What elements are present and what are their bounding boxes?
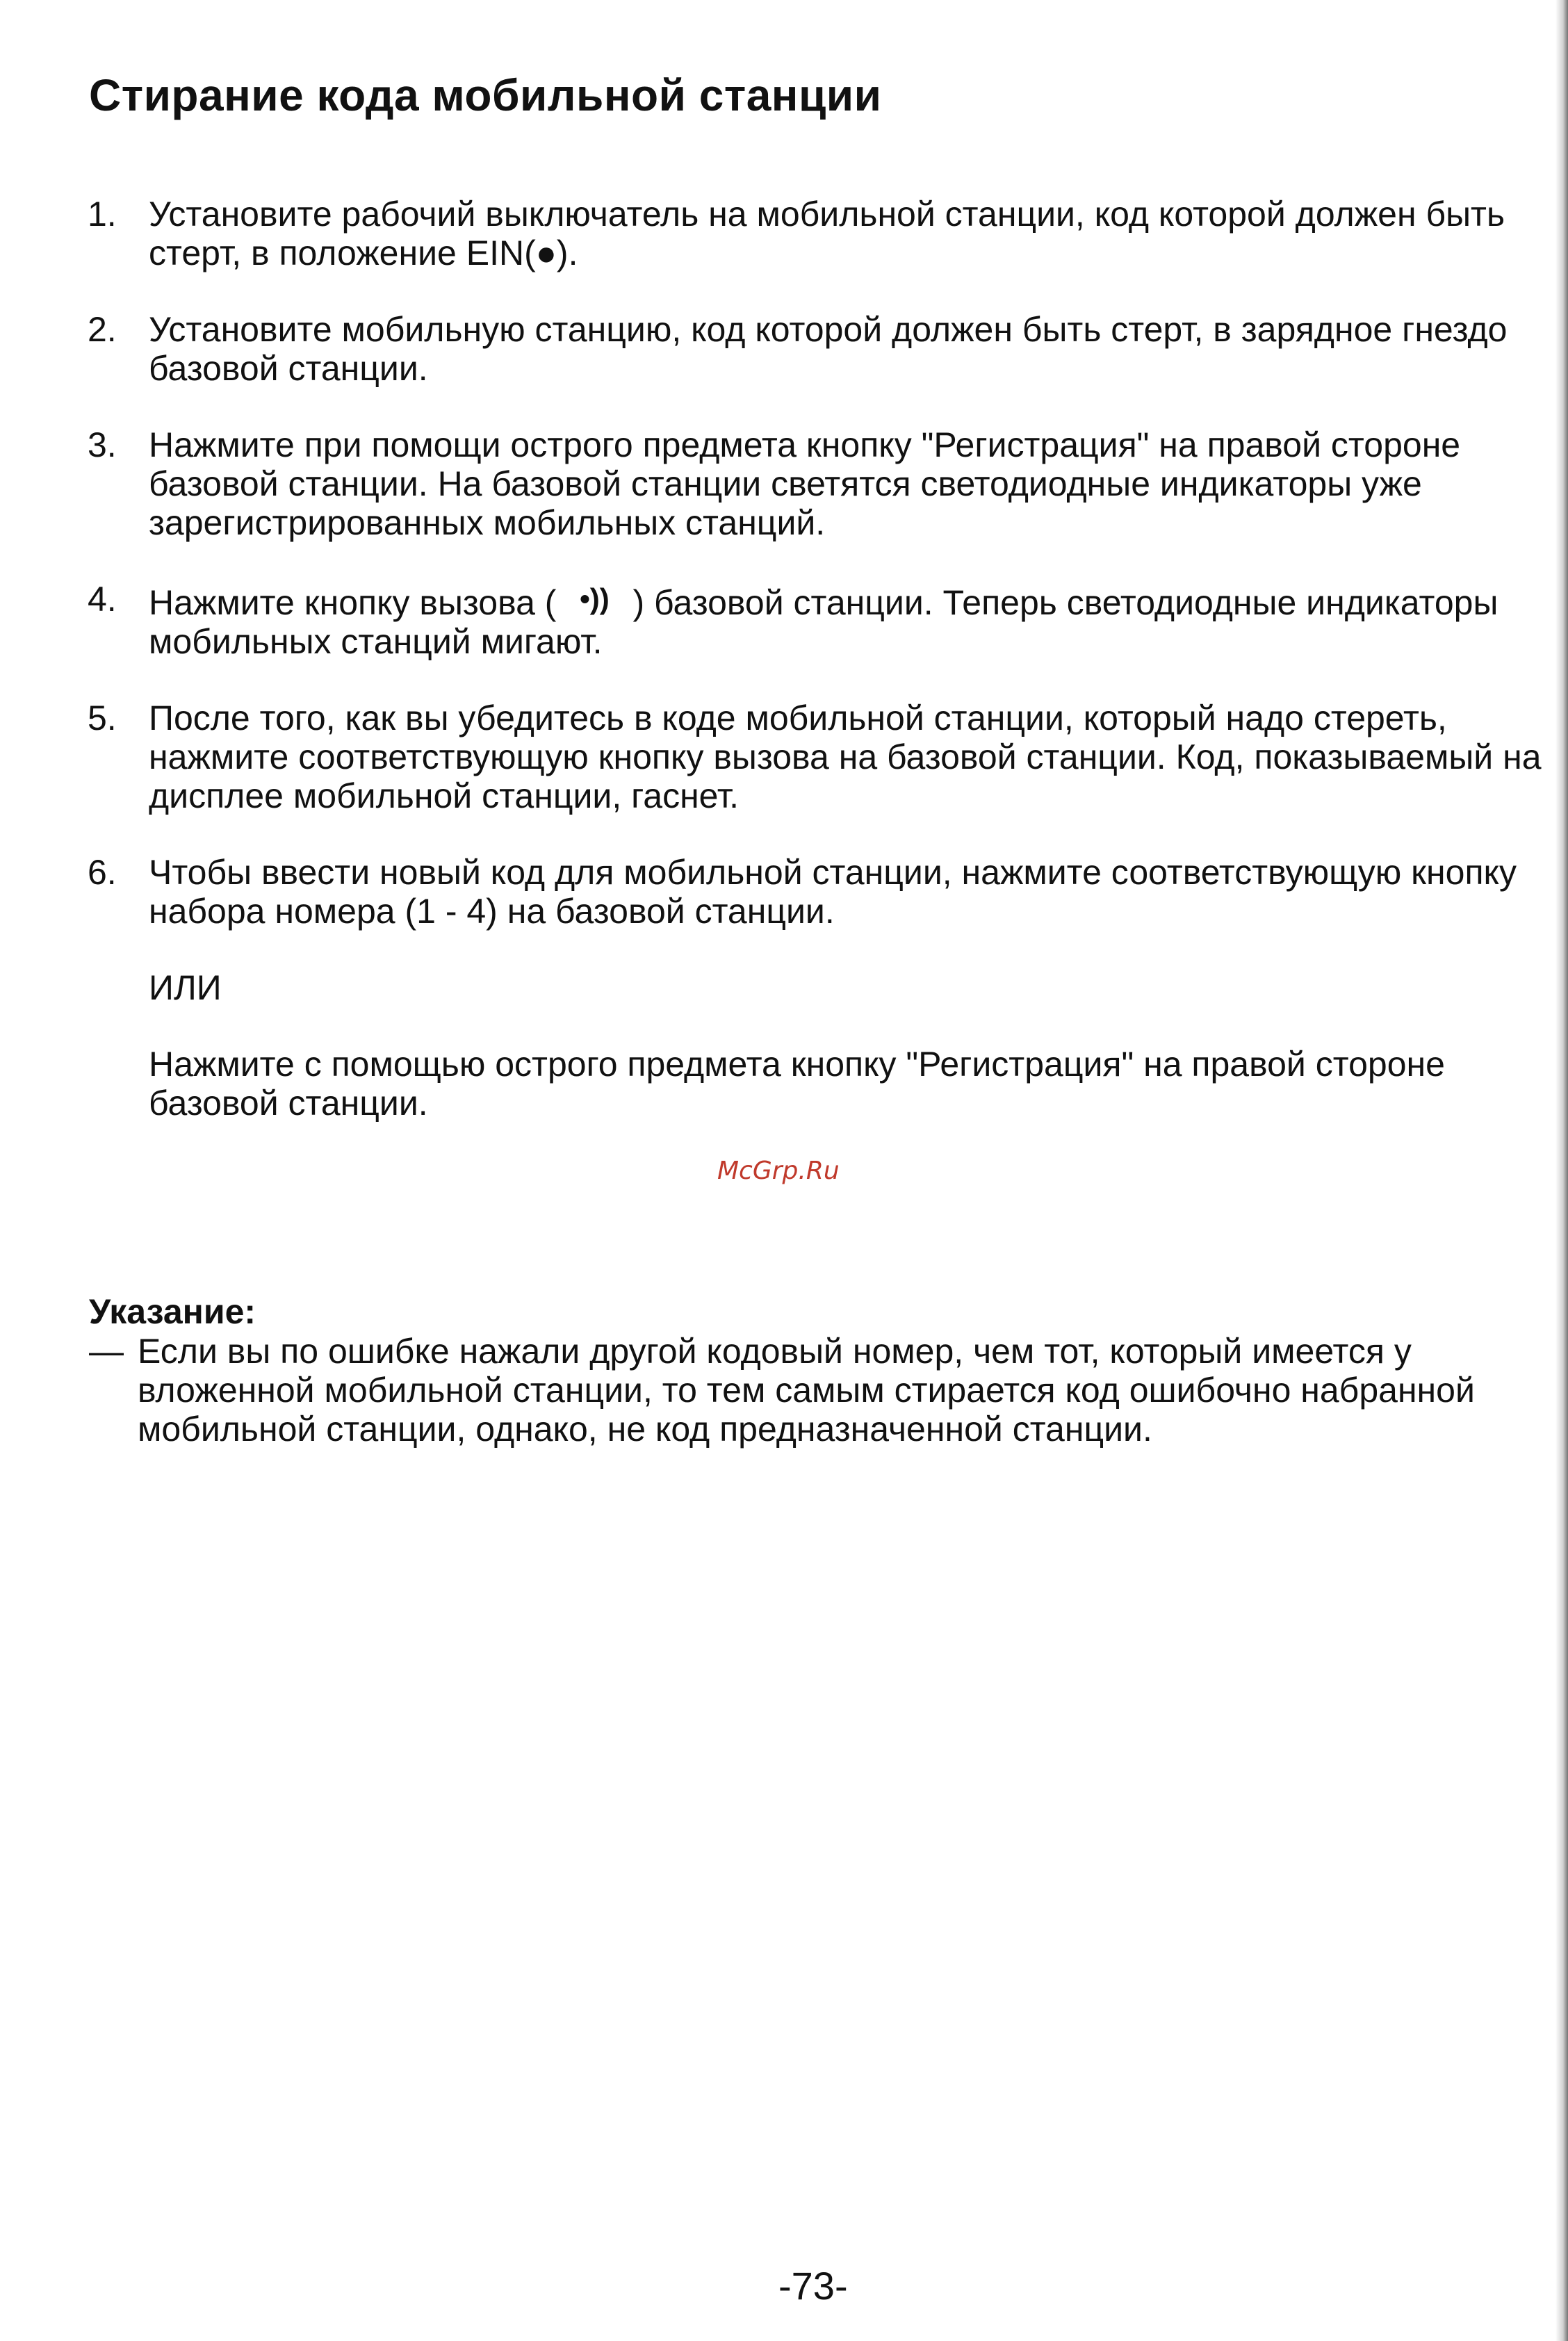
step-text: Чтобы ввести новый код для мобильной станции, нажмите соответствующую кнопку набора номера (1 - 4) на базовой станции. — [149, 853, 1517, 931]
note-heading: Указание: — [89, 1292, 256, 1331]
step-number: 3. — [88, 425, 117, 464]
step-3 — [0, 425, 1568, 542]
page-number: -73- — [778, 2264, 848, 2308]
step-text — [149, 580, 1553, 661]
alternative-separator: ИЛИ — [149, 968, 222, 1007]
step-number: 4. — [88, 580, 117, 619]
step-number: 2. — [88, 310, 117, 349]
call-signal-icon: •)) — [580, 582, 610, 615]
step-text-after-icon: ) базовой станции. Теперь светодиодные индикаторы мобильных станций мигают. — [149, 583, 1498, 661]
alternative-step-text: Нажмите с помощью острого предмета кнопку "Регистрация" на правой стороне базовой станции. — [149, 1045, 1445, 1123]
step-text: Установите рабочий выключатель на мобильной станции, код которой должен быть стерт, в положение EIN(●). — [149, 195, 1505, 272]
note-dash: — — [89, 1332, 124, 1371]
note-text: Если вы по ошибке нажали другой кодовый номер, чем тот, который имеется у вложенной мобильной станции, то тем самым стирается код ошибочно набранной мобильной станции, однако, не код предназначенной станции. — [138, 1332, 1475, 1449]
step-text: Нажмите при помощи острого предмета кнопку "Регистрация" на правой стороне базовой станции. На базовой станции светятся светодиодные индикаторы уже зарегистрированных мобильных станций. — [149, 425, 1461, 542]
step-6 — [0, 853, 1568, 931]
step-number: 1. — [88, 195, 117, 234]
step-number: 5. — [88, 699, 117, 737]
page-title: Стирание кода мобильной станции — [89, 70, 882, 120]
step-5 — [0, 699, 1568, 815]
note-body — [89, 1332, 1514, 1449]
step-4 — [0, 580, 1568, 661]
step-text: Установите мобильную станцию, код которой должен быть стерт, в зарядное гнездо базовой станции. — [149, 310, 1508, 388]
step-1 — [0, 195, 1568, 272]
step-text: После того, как вы убедитесь в коде мобильной станции, который надо стереть, нажмите соответствующую кнопку вызова на базовой станции. Код, показываемый на дисплее мобильной станции, гаснет. — [149, 699, 1542, 815]
steps-list — [0, 195, 1568, 1123]
step-text-before-icon: Нажмите кнопку вызова ( — [149, 583, 557, 622]
step-number: 6. — [88, 853, 117, 892]
step-2 — [0, 310, 1568, 388]
watermark-text: McGrp.Ru — [717, 1157, 840, 1185]
